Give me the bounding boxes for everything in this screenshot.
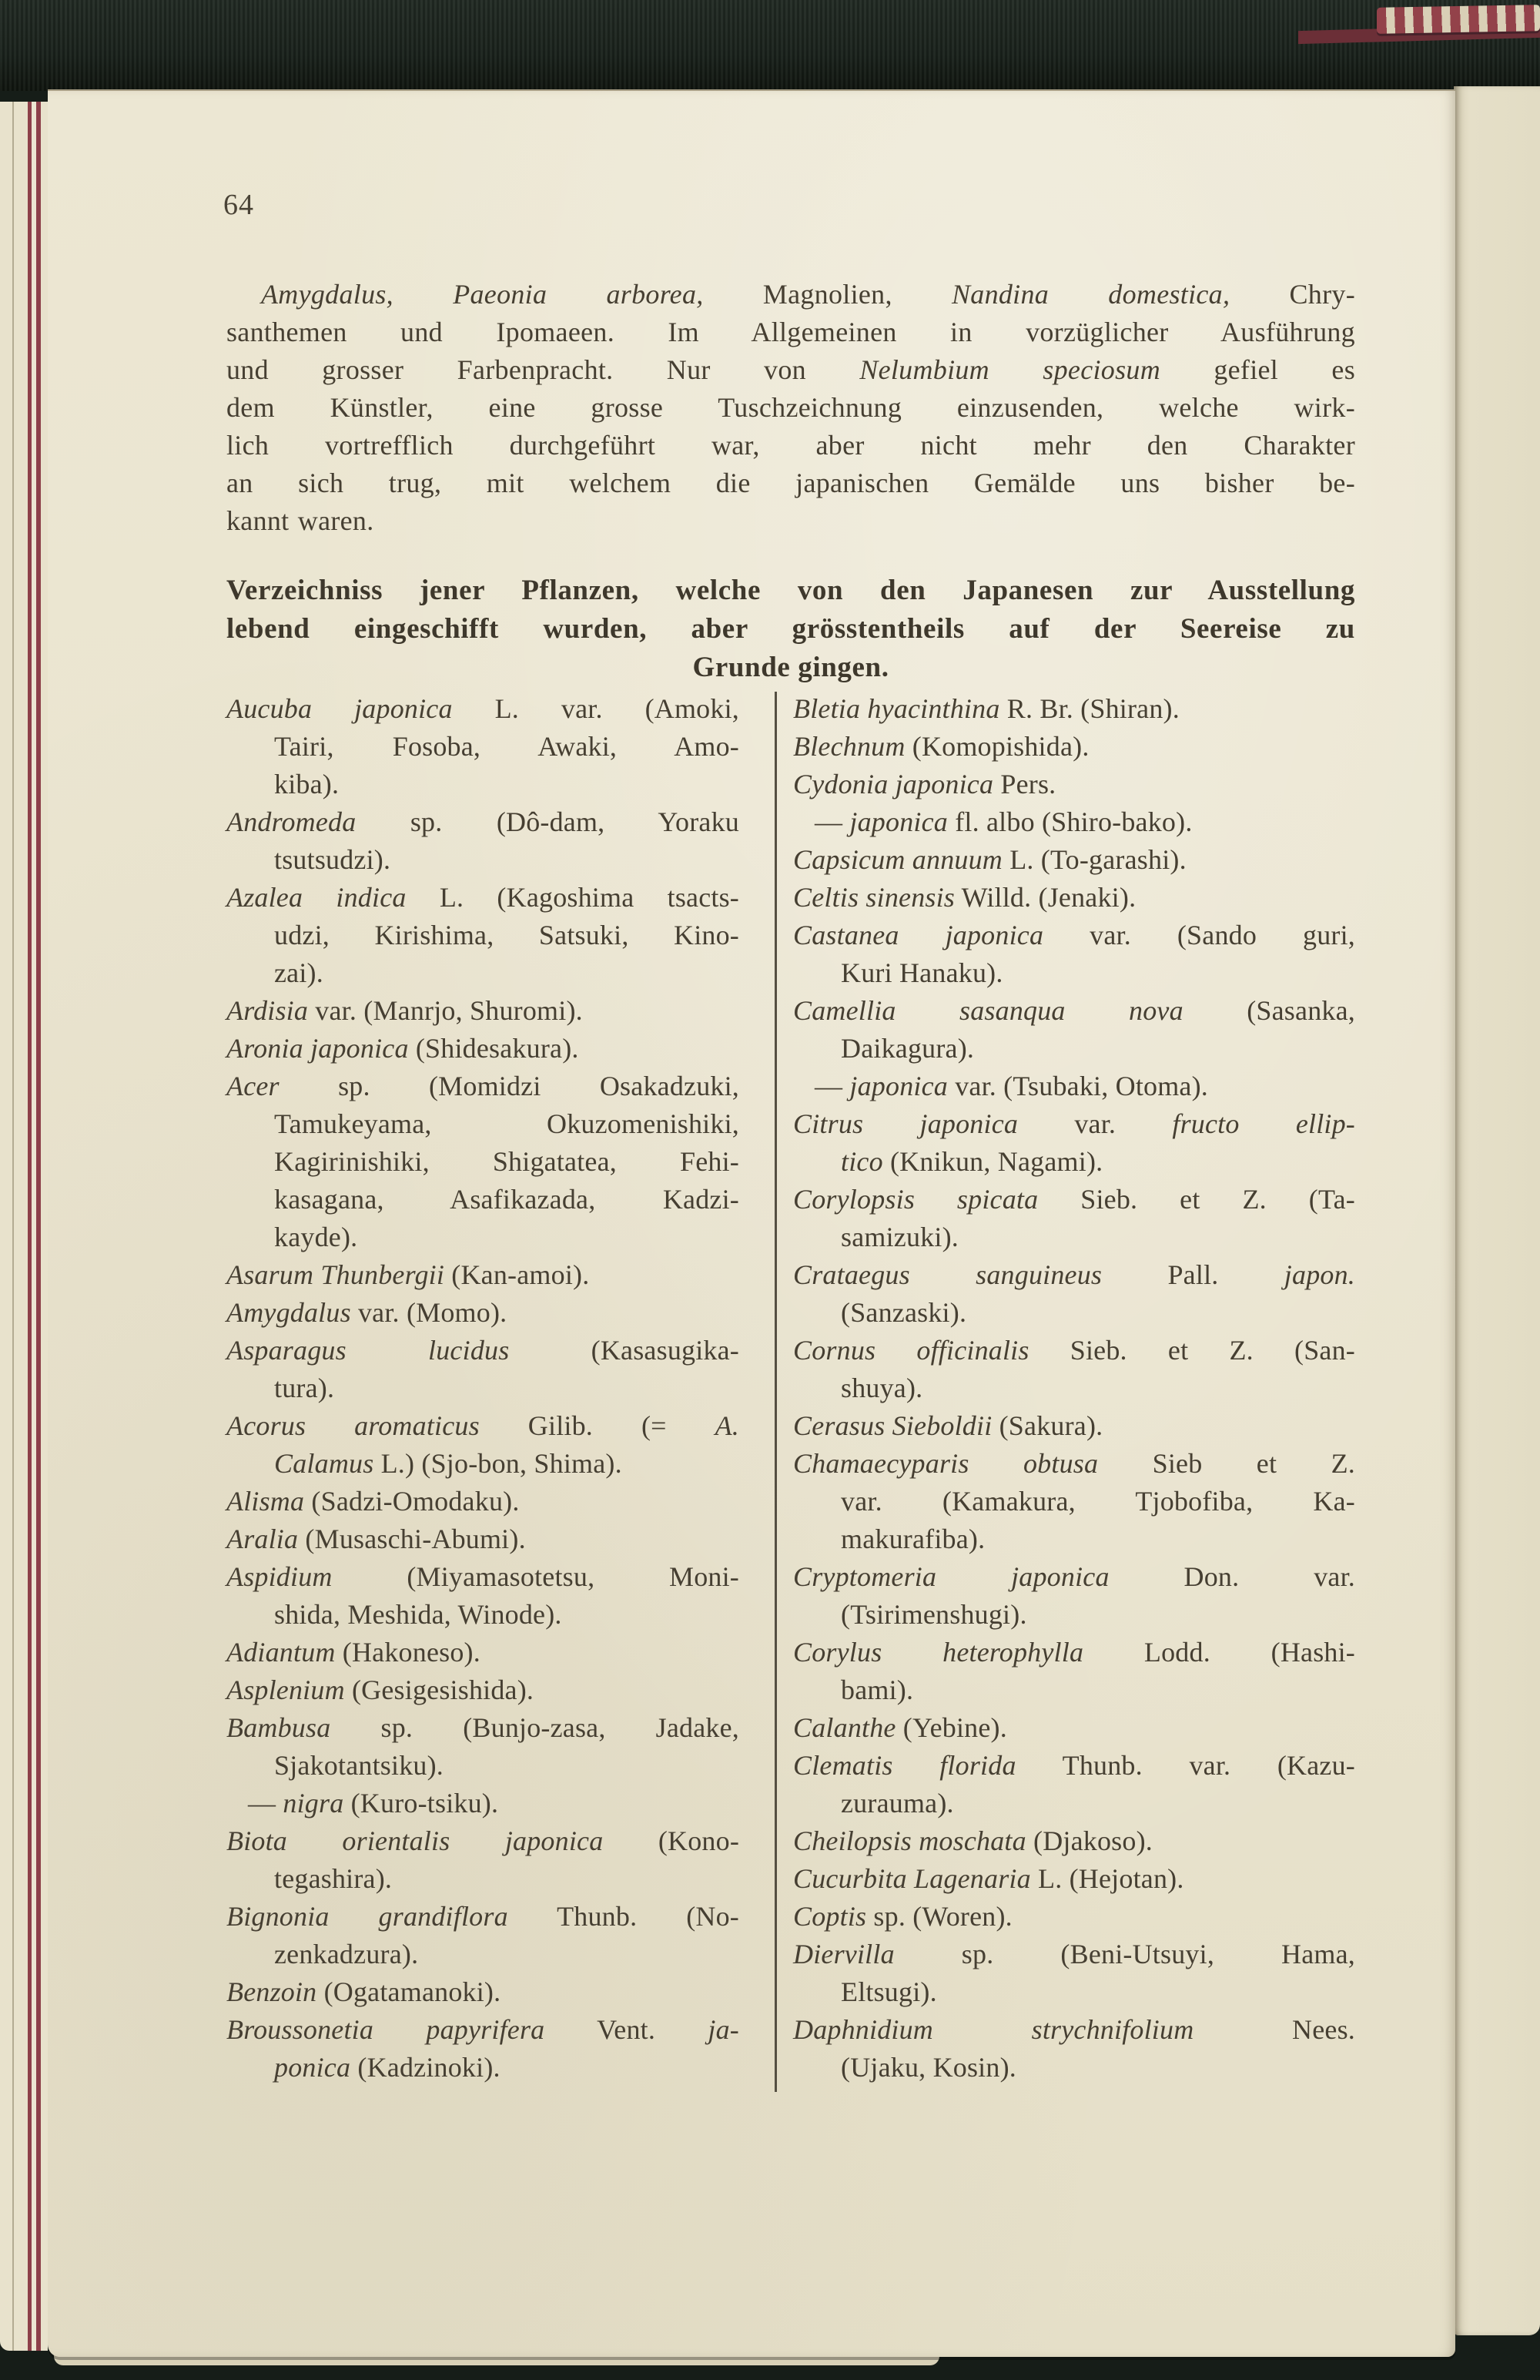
text-line [793, 1747, 1355, 1785]
list-entry [226, 1294, 739, 1332]
list-entry [793, 1860, 1355, 1898]
text-line [226, 2011, 739, 2049]
plant-list-right [793, 690, 1355, 2087]
list-entry [793, 1181, 1355, 1256]
text-line [793, 1483, 1355, 1520]
plain-text: Sieb. et Z. (Ta- [1038, 1184, 1355, 1215]
plain-text: (Sasanka, [1183, 995, 1355, 1026]
text-line [226, 1181, 739, 1218]
plain-text: shuya). [841, 1373, 923, 1403]
text-line [226, 1936, 739, 1973]
latin-name-text: Benzoin [226, 1976, 317, 2007]
text-line [226, 464, 1355, 502]
plain-text: (Hakoneso). [335, 1637, 480, 1668]
text-line [793, 1936, 1355, 1973]
latin-name-text: Bletia hyacinthina [793, 693, 1000, 724]
list-entry [793, 2011, 1355, 2087]
text-line [226, 1483, 739, 1520]
plain-text: Grunde gingen. [692, 652, 889, 683]
list-entry [226, 1671, 739, 1709]
plain-text: kannt waren. [226, 505, 374, 536]
plain-text: udzi, Kirishima, Satsuki, Kino- [274, 920, 739, 950]
plain-text: sp. (Dô-dam, Yoraku [356, 806, 739, 837]
plain-text: Sieb. et Z. (San- [1029, 1335, 1355, 1366]
latin-name-text: ja- [708, 2014, 739, 2045]
book-page [48, 89, 1455, 2357]
list-entry [793, 1105, 1355, 1181]
plain-text: lebend eingeschifft wurden, aber grösstentheils auf der Seereise zu [226, 613, 1355, 645]
list-entry [793, 841, 1355, 879]
plain-text: zenkadzura). [274, 1939, 419, 1969]
plant-list-left [226, 690, 739, 2087]
headband [1377, 5, 1540, 34]
list-entry [793, 1256, 1355, 1332]
text-line [793, 1558, 1355, 1596]
latin-name-text: Bambusa [226, 1712, 331, 1743]
plain-text: — [815, 806, 850, 837]
text-line [226, 1218, 739, 1256]
text-line [793, 1332, 1355, 1369]
latin-name-text: Aspidium [226, 1561, 333, 1592]
latin-name-text: nigra [283, 1788, 344, 1819]
latin-name-text: Cucurbita Lagenaria [793, 1863, 1031, 1894]
plain-text: (Yebine). [896, 1712, 1007, 1743]
text-line [793, 841, 1355, 879]
text-line [226, 1822, 739, 1860]
list-entry [793, 690, 1355, 728]
list-entry [226, 1973, 739, 2011]
text-line [793, 1973, 1355, 2011]
plain-text: (Ujaku, Kosin). [841, 2052, 1016, 2083]
plain-text: (Kono- [603, 1825, 740, 1856]
text-line [793, 766, 1355, 803]
text-line [226, 1898, 739, 1936]
plain-text: Magnolien, [703, 279, 952, 310]
list-entry [793, 766, 1355, 803]
latin-name-text: tico [841, 1146, 883, 1177]
text-line [226, 389, 1355, 427]
plain-text: L.) (Sjo-bon, Shima). [373, 1448, 622, 1479]
plant-columns [226, 690, 1355, 2096]
text-line [226, 992, 739, 1030]
plain-text: Sjakotantsiku). [274, 1750, 444, 1781]
latin-name-text: Asplenium [226, 1674, 345, 1705]
plain-text: (Musaschi-Abumi). [298, 1524, 526, 1554]
plain-text: (Knikun, Nagami). [882, 1146, 1103, 1177]
list-entry [226, 992, 739, 1030]
page-stack-left [0, 102, 48, 2351]
text-line [793, 2049, 1355, 2087]
plain-text: lich vortrefflich durchgeführt war, aber nicht mehr den Charakter [226, 430, 1355, 461]
latin-name-text: Corylopsis spicata [793, 1184, 1039, 1215]
intro-paragraph [226, 276, 1355, 540]
latin-name-text: Aralia [226, 1524, 299, 1554]
text-line [226, 690, 739, 728]
latin-name-text: Azalea indica [226, 882, 407, 913]
plain-text: Eltsugi). [841, 1976, 937, 2007]
plain-text: (Kan-amoi). [444, 1259, 590, 1290]
list-entry [226, 1634, 739, 1671]
plain-text: (Miyamasotetsu, Moni- [332, 1561, 739, 1592]
latin-name-text: Alisma [226, 1486, 305, 1517]
text-line [226, 1030, 739, 1068]
latin-name-text: Broussonetia papyrifera [226, 2014, 545, 2045]
plain-text: Nees. [1194, 2014, 1355, 2045]
text-line [793, 1671, 1355, 1709]
text-line [793, 1898, 1355, 1936]
latin-name-text: fructo ellip- [1172, 1108, 1355, 1139]
text-line [793, 1105, 1355, 1143]
latin-name-text: Celtis sinensis [793, 882, 956, 913]
text-line [226, 1294, 739, 1332]
text-line [793, 1596, 1355, 1634]
text-line [226, 728, 739, 766]
text-line [226, 1558, 739, 1596]
list-entry [793, 1068, 1355, 1105]
text-line [793, 1445, 1355, 1483]
plain-text: — [248, 1788, 283, 1819]
list-entry [793, 1709, 1355, 1747]
plain-text [393, 279, 453, 310]
latin-name-text: Corylus heterophylla [793, 1637, 1084, 1668]
text-line [226, 1973, 739, 2011]
list-entry [226, 1520, 739, 1558]
plain-text: dem Künstler, eine grosse Tuschzeichnung einzusenden, welche wirk- [226, 392, 1355, 423]
latin-name-text: Amygdalus, [261, 279, 393, 310]
list-entry [793, 1558, 1355, 1634]
text-line [226, 1445, 739, 1483]
plain-text: Chry- [1230, 279, 1355, 310]
text-line [793, 917, 1355, 954]
plain-text: makurafiba). [841, 1524, 986, 1554]
list-entry [226, 1068, 739, 1256]
latin-name-text: Nandina domestica, [951, 279, 1230, 310]
list-entry [793, 992, 1355, 1068]
plain-text: (Komopishida). [905, 731, 1090, 762]
plain-text: (Sanzaski). [841, 1297, 967, 1328]
plain-text: (Gesigesishida). [344, 1674, 534, 1705]
plain-text: (Kasasugika- [509, 1335, 739, 1366]
plain-text: (Tsirimenshugi). [841, 1599, 1027, 1630]
list-entry [793, 803, 1355, 841]
list-entry [793, 1822, 1355, 1860]
plain-text: (Sakura). [992, 1410, 1103, 1441]
plain-text: Verzeichniss jener Pflanzen, welche von den Japanesen zur Ausstellung [226, 575, 1355, 606]
list-entry [226, 1898, 739, 1973]
plain-text: Willd. (Jenaki). [955, 882, 1137, 913]
list-entry [793, 1634, 1355, 1709]
text-line [793, 1785, 1355, 1822]
plain-text: bami). [841, 1674, 914, 1705]
latin-name-text: Cornus officinalis [793, 1335, 1029, 1366]
text-line [793, 954, 1355, 992]
text-line [226, 1634, 739, 1671]
text-line [226, 1105, 739, 1143]
plain-text: var. (Tsubaki, Otoma). [948, 1071, 1209, 1101]
list-entry [793, 879, 1355, 917]
text-line [226, 1520, 739, 1558]
latin-name-text: Clematis florida [793, 1750, 1016, 1781]
latin-name-text: Cerasus Sieboldii [793, 1410, 993, 1441]
text-line [226, 879, 739, 917]
plain-text: var. (Manrjo, Shuromi). [308, 995, 583, 1026]
latin-name-text: Calanthe [793, 1712, 896, 1743]
text-line [793, 879, 1355, 917]
text-line [793, 1369, 1355, 1407]
text-line [793, 690, 1355, 728]
latin-name-text: Adiantum [226, 1637, 336, 1668]
plain-text: L. (Hejotan). [1030, 1863, 1184, 1894]
plain-text: kayde). [274, 1222, 358, 1252]
text-line [226, 803, 739, 841]
latin-name-text: Cheilopsis moschata [793, 1825, 1026, 1856]
list-entry [226, 690, 739, 803]
plain-text: Pers. [993, 769, 1056, 799]
plain-text: an sich trug, mit welchem die japanischen Gemälde uns bisher be- [226, 468, 1355, 498]
text-line [793, 1294, 1355, 1332]
plain-text: sp. (Beni-Utsuyi, Hama, [894, 1939, 1355, 1969]
plain-text: Sieb et Z. [1098, 1448, 1355, 1479]
latin-name-text: Paeonia arborea, [453, 279, 704, 310]
plain-text: var. (Sando guri, [1043, 920, 1356, 950]
plain-text: samizuki). [841, 1222, 959, 1252]
plain-text: (Sadzi-Omodaku). [304, 1486, 520, 1517]
text-line [226, 1709, 739, 1747]
plain-text: Tairi, Fosoba, Awaki, Amo- [274, 731, 739, 762]
latin-name-text: Castanea japonica [793, 920, 1044, 950]
text-line [226, 427, 1355, 464]
latin-name-text: japon. [1284, 1259, 1355, 1290]
text-line [793, 1407, 1355, 1445]
plain-text: — [815, 1071, 850, 1101]
latin-name-text: Aucuba japonica [226, 693, 453, 724]
text-line [793, 1860, 1355, 1898]
plain-text: Kagirinishiki, Shigatatea, Fehi- [274, 1146, 739, 1177]
list-heading [226, 572, 1355, 687]
list-entry [226, 1558, 739, 1634]
text-line [226, 841, 739, 879]
list-entry [226, 2011, 739, 2087]
plain-text: Tamukeyama, Okuzomenishiki, [274, 1108, 739, 1139]
text-line [226, 1747, 739, 1785]
text-line [793, 1181, 1355, 1218]
column-divider [775, 692, 777, 2092]
plain-text: tura). [274, 1373, 335, 1403]
list-entry [793, 1407, 1355, 1445]
plain-text: Thunb. (No- [507, 1901, 739, 1932]
latin-name-text: Calamus [274, 1448, 374, 1479]
latin-name-text: Crataegus sanguineus [793, 1259, 1103, 1290]
text-line [226, 502, 1355, 540]
text-line [793, 992, 1355, 1030]
list-entry [226, 1256, 739, 1294]
plain-text: fl. albo (Shiro-bako). [948, 806, 1193, 837]
text-line [793, 1520, 1355, 1558]
text-line [793, 1143, 1355, 1181]
latin-name-text: Acorus aromaticus [226, 1410, 480, 1441]
plain-text: (Djakoso). [1026, 1825, 1153, 1856]
plain-text: var. (Kamakura, Tjobofiba, Ka- [841, 1486, 1355, 1517]
plain-text: tsutsudzi). [274, 844, 391, 875]
plain-text: Gilib. (= [479, 1410, 715, 1441]
list-entry [226, 1483, 739, 1520]
text-line [226, 351, 1355, 389]
list-entry [226, 1407, 739, 1483]
text-line [793, 728, 1355, 766]
text-line [226, 954, 739, 992]
latin-name-text: Daphnidium strychnifolium [793, 2014, 1194, 2045]
text-line [793, 1218, 1355, 1256]
text-line [226, 649, 1355, 687]
text-line [793, 1634, 1355, 1671]
text-line [226, 610, 1355, 649]
plain-text: zai). [274, 957, 323, 988]
list-entry [226, 1709, 739, 1785]
plain-text: (Shidesakura). [408, 1033, 579, 1064]
facing-page-edge [1454, 86, 1540, 2335]
text-line [793, 1709, 1355, 1747]
plain-text: santhemen und Ipomaeen. Im Allgemeinen in vorzüglicher Ausführung [226, 317, 1355, 347]
plain-text: L. var. (Amoki, [452, 693, 739, 724]
text-line [226, 1369, 739, 1407]
plain-text: kiba). [274, 769, 340, 799]
plain-text: Vent. [544, 2014, 708, 2045]
text-line [226, 1407, 739, 1445]
text-line [226, 1332, 739, 1369]
list-entry [793, 1445, 1355, 1558]
list-entry [793, 728, 1355, 766]
text-line [793, 1030, 1355, 1068]
plain-text: Kuri Hanaku). [841, 957, 1003, 988]
text-line [226, 917, 739, 954]
latin-name-text: Asarum Thunbergii [226, 1259, 445, 1290]
list-entry [793, 917, 1355, 992]
text-line [226, 1256, 739, 1294]
text-line [793, 2011, 1355, 2049]
plain-text: shida, Meshida, Winode). [274, 1599, 562, 1630]
latin-name-text: Bignonia grandiflora [226, 1901, 508, 1932]
latin-name-text: Asparagus lucidus [226, 1335, 510, 1366]
plain-text: und grosser Farbenpracht. Nur von [226, 354, 860, 385]
text-line [226, 1785, 739, 1822]
plain-text: kasagana, Asafikazada, Kadzi- [274, 1184, 739, 1215]
latin-name-text: Capsicum annuum [793, 844, 1003, 875]
list-entry [226, 1030, 739, 1068]
list-entry [793, 1936, 1355, 2011]
text-line [226, 1860, 739, 1898]
plain-text: gefiel es [1160, 354, 1356, 385]
latin-name-text: Biota orientalis japonica [226, 1825, 604, 1856]
list-entry [793, 1898, 1355, 1936]
list-entry [226, 1785, 739, 1822]
text-line [226, 276, 1355, 313]
plain-text: var. [1018, 1108, 1173, 1139]
plain-text: sp. (Woren). [866, 1901, 1013, 1932]
plain-text: Thunb. var. (Kazu- [1016, 1750, 1355, 1781]
plain-text: (Kadzinoki). [350, 2052, 500, 2083]
latin-name-text: Cryptomeria japonica [793, 1561, 1110, 1592]
list-entry [226, 1332, 739, 1407]
list-entry [226, 879, 739, 992]
text-line [226, 1143, 739, 1181]
plain-text: R. Br. (Shiran). [999, 693, 1180, 724]
plain-text: Lodd. (Hashi- [1083, 1637, 1355, 1668]
text-line [793, 1256, 1355, 1294]
plain-text: sp. (Momidzi Osakadzuki, [279, 1071, 739, 1101]
text-line [226, 1596, 739, 1634]
text-line [793, 1822, 1355, 1860]
plain-text: var. (Momo). [350, 1297, 507, 1328]
latin-name-text: ponica [274, 2052, 351, 2083]
plain-text: L. (Kagoshima tsacts- [406, 882, 739, 913]
plain-text: L. (To-garashi). [1003, 844, 1187, 875]
latin-name-text: Coptis [793, 1901, 867, 1932]
plain-text: Pall. [1102, 1259, 1284, 1290]
plain-text: Daikagura). [841, 1033, 975, 1064]
plain-text: tegashira). [274, 1863, 393, 1894]
text-line [226, 1671, 739, 1709]
text-line [226, 313, 1355, 351]
latin-name-text: Chamaecyparis obtusa [793, 1448, 1099, 1479]
text-line [226, 766, 739, 803]
latin-name-text: japonica [849, 1071, 948, 1101]
latin-name-text: Diervilla [793, 1939, 895, 1969]
page-number: 64 [223, 189, 254, 221]
latin-name-text: japonica [849, 806, 948, 837]
latin-name-text: Citrus japonica [793, 1108, 1019, 1139]
text-line [793, 1068, 1355, 1105]
plain-text: (Ogatamanoki). [316, 1976, 501, 2007]
latin-name-text: Acer [226, 1071, 280, 1101]
plain-text: (Kuro-tsiku). [343, 1788, 499, 1819]
latin-name-text: Cydonia japonica [793, 769, 994, 799]
text-line [793, 803, 1355, 841]
plain-text: Don. var. [1109, 1561, 1355, 1592]
plain-text: zurauma). [841, 1788, 954, 1819]
list-entry [226, 803, 739, 879]
latin-name-text: Nelumbium speciosum [859, 354, 1160, 385]
latin-name-text: Aronia japonica [226, 1033, 409, 1064]
latin-name-text: A. [715, 1410, 739, 1441]
latin-name-text: Ardisia [226, 995, 309, 1026]
book-cover-top [0, 0, 1540, 91]
list-entry [793, 1332, 1355, 1407]
latin-name-text: Blechnum [793, 731, 906, 762]
list-entry [793, 1747, 1355, 1822]
latin-name-text: Camellia sasanqua nova [793, 995, 1183, 1026]
text-line [226, 572, 1355, 610]
latin-name-text: Amygdalus [226, 1297, 351, 1328]
plain-text: sp. (Bunjo-zasa, Jadake, [330, 1712, 739, 1743]
latin-name-text: Andromeda [226, 806, 357, 837]
text-line [226, 1068, 739, 1105]
list-entry [226, 1822, 739, 1898]
text-line [226, 2049, 739, 2087]
